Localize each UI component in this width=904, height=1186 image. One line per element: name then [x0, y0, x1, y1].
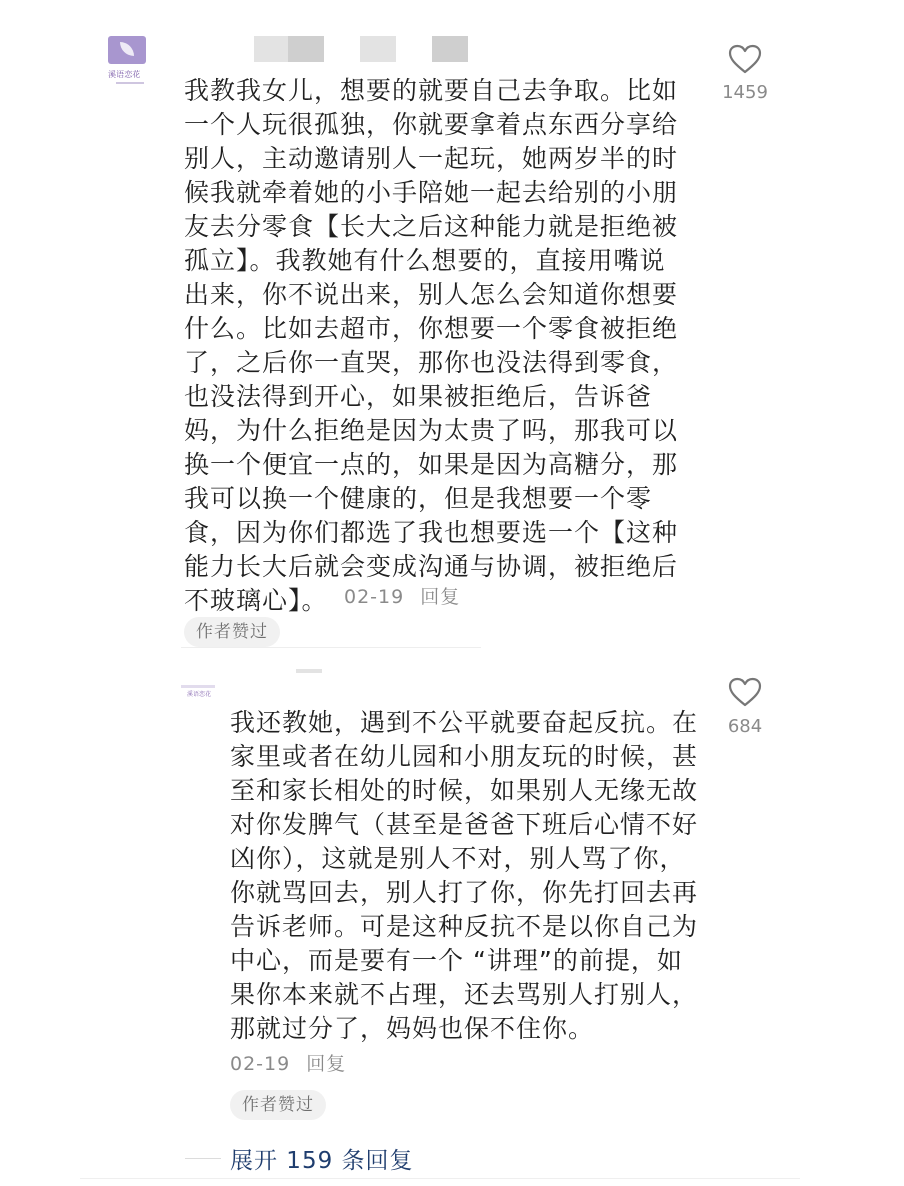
heart-outline-icon[interactable]: [728, 44, 762, 74]
comment-date: 02-19: [344, 586, 405, 608]
username-redacted: [254, 36, 288, 62]
avatar[interactable]: [181, 685, 215, 699]
author-liked-badge: 作者赞过: [184, 617, 280, 647]
divider: [80, 1178, 800, 1179]
comment-date: 02-19: [230, 1053, 291, 1075]
comment-text: 我教我女儿，想要的就要自己去争取。比如 一个人玩很孤独，你就要拿着点东西分享给 别人，主动邀请别人一起玩，她两岁半的时 候我就牵着她的小手陪她一起去给别的小朋 友去分零食【长大之后这种能力就是拒绝被 孤立】。我教她有什么想要的，直接用嘴说 出来，你不说出来，别人怎么会知道你想要 什么。比如去超市，你想要一个零食被拒绝 了，之后你一直哭，那你也没法得到零食， 也没法得到开心，如果被拒绝后，告诉爸 妈，为什么拒绝是因为太贵了吗，那我可以 换一个便宜一点的，如果是因为高糖分，那 我可以换一个健康的，但是我想要一个零 食，因为你们都选了我也想要选一个【这种 能力长大后就会变成沟通与协调，被拒绝后 不玻璃心】。: [184, 76, 679, 615]
author-liked-badge: 作者赞过: [230, 1090, 326, 1120]
like-count: 684: [727, 716, 763, 737]
avatar[interactable]: [108, 36, 146, 90]
reply-button[interactable]: 回复: [306, 1053, 347, 1075]
expand-line: [185, 1158, 221, 1159]
username-redacted: [360, 36, 396, 62]
avatar-caption: 溪语恋花: [108, 70, 141, 80]
avatar-image: [108, 36, 146, 64]
username-redacted: [432, 36, 468, 62]
username-redacted: [288, 36, 324, 62]
reply-button[interactable]: 回复: [420, 586, 461, 608]
comment-meta: [344, 582, 460, 609]
like-count: 1459: [722, 82, 768, 103]
username-redacted: [296, 669, 322, 673]
avatar-caption: 溪语恋花: [187, 691, 212, 698]
comment-text: 我还教她，遇到不公平就要奋起反抗。在 家里或者在幼儿园和小朋友玩的时候，甚 至和家长相处的时候，如果别人无缘无故 对你发脾气（甚至是爸爸下班后心情不好 凶你），这就是别人不对，别人骂了你， 你就骂回去，别人打了你，你先打回去再 告诉老师。可是这种反抗不是以你自己为 中心，而是要有一个 “讲理”的前提，如 果你本来就不占理，还去骂别人打别人， 那就过分了，妈妈也保不住你。: [230, 708, 699, 1043]
comment-meta: [230, 1049, 346, 1076]
expand-replies-link[interactable]: 展开 159 条回复: [230, 1148, 414, 1174]
heart-outline-icon[interactable]: [728, 677, 762, 707]
divider: [181, 647, 481, 648]
